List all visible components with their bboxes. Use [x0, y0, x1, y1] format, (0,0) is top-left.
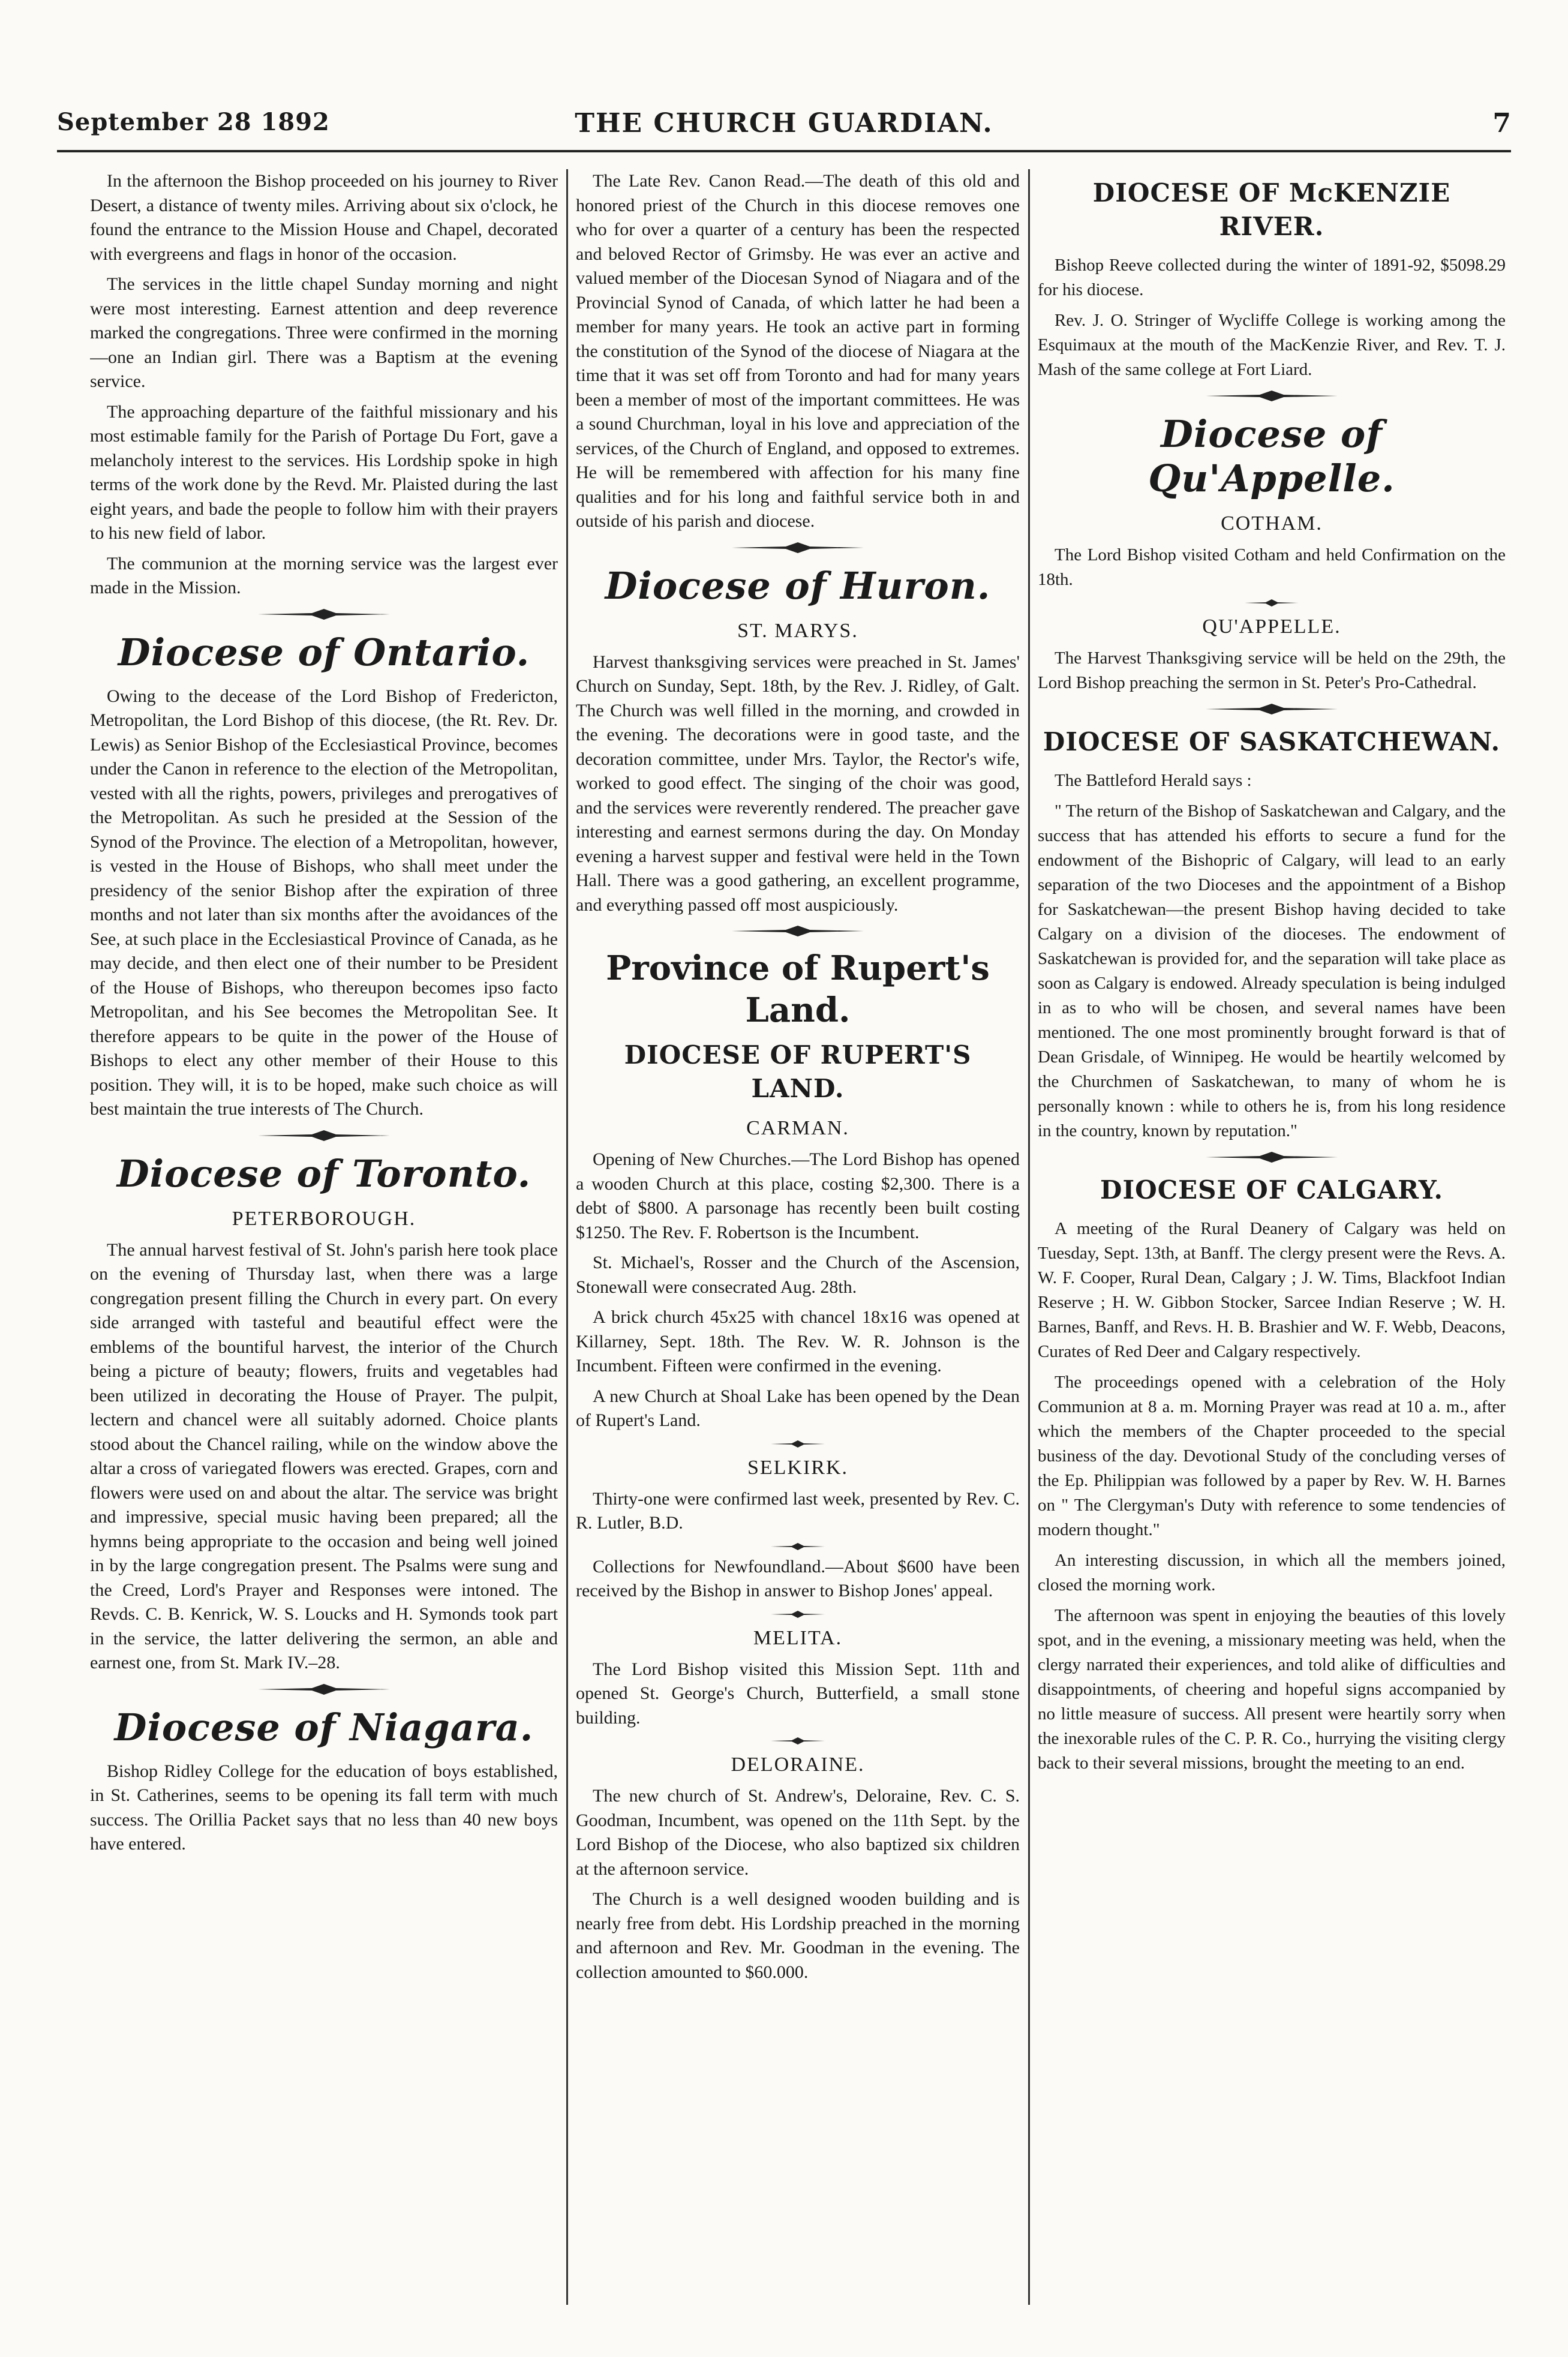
- article-paragraph: Harvest thanksgiving services were preached in St. James' Church on Sunday, Sept. 18th, by the Rev. J. Ridley, of Galt. The Church was well filled in the morning, and crowded in the evening. The decorations were in good taste, and the decoration committee, under Mrs. Taylor, the Rector's wife, worked to good effect. The singing of the choir was good, and the services were reverently rendered. The preacher gave interesting and earnest sermons during the day. On Monday evening a harvest supper and festival were held in the Town Hall. There was a good gathering, an excellent programme, and everything passed off most auspiciously.: [576, 651, 1020, 915]
- ornamental-rule-icon: [1038, 701, 1506, 717]
- subheading-st-marys: ST. MARYS.: [737, 619, 858, 642]
- article-paragraph: St. Michael's, Rosser and the Church of the Ascension, Stonewall were consecrated Aug. 28th.: [576, 1253, 1020, 1297]
- section-heading-saskatchewan: DIOCESE OF SASKATCHEWAN.: [1043, 727, 1501, 756]
- subheading-deloraine: DELORAINE.: [731, 1754, 865, 1776]
- article-paragraph: The Lord Bishop visited Cotham and held Confirmation on the 18th.: [1038, 545, 1506, 589]
- ornamental-rule-icon: [1038, 1149, 1506, 1165]
- article-paragraph: The Harvest Thanksgiving service will be held on the 29th, the Lord Bishop preaching the sermon in St. Peter's Pro-Cathedral.: [1038, 648, 1506, 692]
- article-paragraph: The annual harvest festival of St. John's parish here took place on the evening of Thursday last, when there was a large congregation present filling the Church in every part. On every side arranged with tasteful and beautiful effect were the emblems of the bountiful harvest, the interior of the Church being a picture of beauty; flowers, fruits and vegetables had been utilized in decorating the House of Prayer. The pulpit, lectern and chancel were all suitably adorned. Choice plants stood about the Chancel railing, while on the window above the altar a cross of variegated flowers was erected. Grapes, corn and flowers were used on and about the altar. The service was bright and impressive, special music having been prepared; all the hymns being appropriate to the occasion and being well joined in by the large congregation present. The Psalms were sung and the Creed, Lord's Prayer and Responses were intoned. The Revds. C. B. Kenrick, W. S. Loucks and H. Symonds took part in the service, the latter delivering the sermon, an able and earnest one, from St. Mark IV.–28.: [90, 1239, 558, 1673]
- article-paragraph: Bishop Reeve collected during the winter of 1891-92, $5098.29 for his diocese.: [1038, 256, 1506, 299]
- article-paragraph: Bishop Ridley College for the education of boys established, in St. Catherines, seems to be opening its fall term with much success. The Orillia Packet says that no less than 40 new boys have entered.: [90, 1761, 558, 1854]
- article-paragraph: Thirty-one were confirmed last week, presented by Rev. C. R. Lutler, B.D.: [576, 1488, 1020, 1533]
- subheading-selkirk: SELKIRK.: [747, 1456, 849, 1479]
- article-paragraph: The afternoon was spent in enjoying the beauties of this lovely spot, and in the evening, a missionary meeting was held, when the clergy narrated their experiences, and told alike of difficulties and disappointments, of cheering and hopeful signs accompanied by no little measure of success. All present were heartily sorry when the inexorable rules of the C. P. R. Co., hurrying the visiting clergy back to their several missions, brought the meeting to an end.: [1038, 1606, 1506, 1773]
- article-paragraph: The new church of St. Andrew's, Deloraine, Rev. C. S. Goodman, Incumbent, was opened on the 11th Sept. by the Lord Bishop of the Diocese, who also baptized six children at the afternoon service.: [576, 1786, 1020, 1879]
- subheading-carman: CARMAN.: [746, 1117, 849, 1139]
- small-ornament-icon: [576, 1542, 1020, 1551]
- column-rule-left: [566, 169, 568, 2305]
- article-paragraph: The proceedings opened with a celebration of the Holy Communion at 8 a. m. Morning Prayer was read at 10 a. m., after which the members of the Chapter proceeded to the special business of the day. Devotional Study of the concluding verses of the Ep. Philippian was followed by a paper by Rev. W. H. Barnes on " The Clergyman's Duty with reference to some tendencies of modern thought.": [1038, 1373, 1506, 1539]
- issue-date: September 28 1892: [57, 108, 330, 136]
- page-number: 7: [1492, 108, 1511, 139]
- subheading-melita: MELITA.: [753, 1626, 843, 1649]
- article-paragraph: An interesting discussion, in which all the members joined, closed the morning work.: [1038, 1551, 1506, 1595]
- ornamental-rule-icon: [90, 1682, 558, 1697]
- ornamental-rule-icon: [576, 540, 1020, 556]
- section-heading-toronto: Diocese of Toronto.: [116, 1151, 531, 1196]
- quoted-paragraph: " The return of the Bishop of Saskatchewan and Calgary, and the success that has attended his efforts to secure a fund for the endowment of the Bishopric of Calgary, will lead to an early separation of the two Dioceses and the appointment of a Bishop for Saskatchewan—the present Bishop having decided to take Calgary on a division of the dioceses. The endowment of Saskatchewan is provided for, and the separation will take place as soon as Calgary is endowed. Already speculation is being indulged in as to who will be chosen, and several names have been mentioned. The one most prominently brought forward is that of Dean Grisdale, of Winnipeg. He would be heartily welcomed by the Churchmen of Saskatchewan, to many of whom he is personally known : while to others he is, from his long residence in the country, known by reputation.": [1038, 801, 1506, 1140]
- newspaper-title: THE CHURCH GUARDIAN.: [575, 108, 993, 139]
- article-paragraph: Owing to the decease of the Lord Bishop of Fredericton, Metropolitan, the Lord Bishop of this diocese, (the Rt. Rev. Dr. Lewis) as Senior Bishop of the Ecclesiastical Province, becomes under the Canon in reference to the election of the Metropolitan, vested with all the rights, powers, privileges and prerogatives of the Metropolitan. As such he presided at the Session of the Synod of the Province. The election of a Metropolitan, however, is vested in the House of Bishops, who shall meet under the presidency of the senior Bishop after the expiration of three months and not later than six months after the avoidances of the See, at such place in the Ecclesiastical Province of Canada, as he may decide, and then elect one of their number to be President of the House of Bishops, who thereupon becomes ipso facto Metropolitan, and his See becomes the Metropolitan See. It therefore appears to be quite in the power of the House of Bishops to elect any other member of their House to this position. They will, it is to be hoped, make such choice as will best maintain the true interests of The Church.: [90, 686, 558, 1119]
- article-paragraph: In the afternoon the Bishop proceeded on his journey to River Desert, a distance of twenty miles. Arriving about six o'clock, he found the entrance to the Mission House and Chapel, decorated with evergreens and flags in honor of the occasion.: [90, 171, 558, 264]
- article-paragraph: The services in the little chapel Sunday morning and night were most interesting. Earnest attention and deep reverence marked the congregations. Three were confirmed in the morning—one an Indian girl. There was a Baptism at the evening service.: [90, 274, 558, 391]
- article-paragraph: Opening of New Churches.—The Lord Bishop has opened a wooden Church at this place, costing $2,300. There is a debt of $800. A parsonage has recently been built costing $1250. The Rev. F. Robertson is the Incumbent.: [576, 1149, 1020, 1242]
- section-heading-quappelle: Diocese of Qu'Appelle.: [1148, 412, 1395, 500]
- column-middle: [576, 169, 1020, 2305]
- masthead: [57, 102, 1511, 152]
- subheading-peterborough: PETERBOROUGH.: [232, 1207, 416, 1230]
- section-heading-ontario: Diocese of Ontario.: [118, 630, 530, 674]
- article-paragraph: Collections for Newfoundland.—About $600 have been received by the Bishop in answer to Bishop Jones' appeal.: [576, 1556, 1020, 1601]
- section-heading-province-ruperts-land: Province of Rupert's Land.: [606, 948, 990, 1030]
- column-right: [1038, 169, 1506, 2305]
- small-ornament-icon: [1038, 598, 1506, 608]
- article-paragraph: The communion at the morning service was the largest ever made in the Mission.: [90, 553, 558, 597]
- article-paragraph: A meeting of the Rural Deanery of Calgary was held on Tuesday, Sept. 13th, at Banff. The clergy present were the Revs. A. W. F. Cooper, Rural Dean, Calgary ; J. W. Tims, Blackfoot Indian Reserve ; H. W. Gibbon Stocker, Sarcee Indian Reserve ; W. H. Barnes, Banff, and Revs. H. B. Brashier and W. F. Webb, Deacons, Curates of Red Deer and Calgary respectively.: [1038, 1219, 1506, 1361]
- small-ornament-icon: [576, 1439, 1020, 1449]
- article-paragraph: The approaching departure of the faithful missionary and his most estimable family for the Parish of Portage Du Fort, gave a melancholy interest to the services. His Lordship spoke in high terms of the work done by the Revd. Mr. Plaisted during the last eight years, and bade the people to follow him with their prayers to his new field of labor.: [90, 401, 558, 543]
- article-paragraph: The Church is a well designed wooden building and is nearly free from debt. His Lordship preached in the morning and afternoon and Rev. Mr. Goodman in the evening. The collection amounted to $60.000.: [576, 1889, 1020, 1982]
- subheading-quappelle: QU'APPELLE.: [1202, 615, 1341, 638]
- section-heading-niagara: Diocese of Niagara.: [114, 1705, 534, 1749]
- article-paragraph: The Lord Bishop visited this Mission Sept. 11th and opened St. George's Church, Butterfield, a small stone building.: [576, 1659, 1020, 1728]
- section-heading-huron: Diocese of Huron.: [605, 563, 991, 608]
- ornamental-rule-icon: [90, 606, 558, 622]
- article-paragraph: The Battleford Herald says :: [1055, 771, 1252, 790]
- small-ornament-icon: [576, 1610, 1020, 1619]
- column-left: [90, 169, 558, 2305]
- ornamental-rule-icon: [576, 923, 1020, 939]
- column-rule-right: [1028, 169, 1030, 2305]
- article-paragraph: Rev. J. O. Stringer of Wycliffe College is working among the Esquimaux at the mouth of the MacKenzie River, and Rev. T. J. Mash of the same college at Fort Liard.: [1038, 311, 1506, 379]
- ornamental-rule-icon: [90, 1128, 558, 1143]
- article-paragraph: A new Church at Shoal Lake has been opened by the Dean of Rupert's Land.: [576, 1386, 1020, 1430]
- article-paragraph: The Late Rev. Canon Read.—The death of this old and honored priest of the Church in this diocese removes one who for over a quarter of a century has been the respected and beloved Rector of Grimsby. He was ever an active and valued member of the Diocesan Synod of Niagara and of the Provincial Synod of Canada, of which latter he had been a member for many years. He took an active part in forming the constitution of the Synod of the diocese of Niagara at the time that it was set off from Toronto and had for many years been a member of most of the important committees. He was a sound Churchman, loyal in his love and appreciation of the services, of the Church of England, and opposed to extremes. He will be remembered with affection for his many fine qualities and for his long and faithful service both in and outside of his parish and diocese.: [576, 171, 1020, 531]
- section-heading-mckenzie-river: DIOCESE OF McKENZIE RIVER.: [1092, 178, 1451, 241]
- subheading-cotham: COTHAM.: [1221, 512, 1323, 535]
- small-ornament-icon: [576, 1736, 1020, 1746]
- ornamental-rule-icon: [1038, 388, 1506, 404]
- section-heading-diocese-ruperts-land: DIOCESE OF RUPERT'S LAND.: [624, 1040, 972, 1103]
- article-paragraph: A brick church 45x25 with chancel 18x16 was opened at Killarney, Sept. 18th. The Rev. W. R. Johnson is the Incumbent. Fifteen were confirmed in the evening.: [576, 1307, 1020, 1376]
- section-heading-calgary: DIOCESE OF CALGARY.: [1100, 1175, 1443, 1205]
